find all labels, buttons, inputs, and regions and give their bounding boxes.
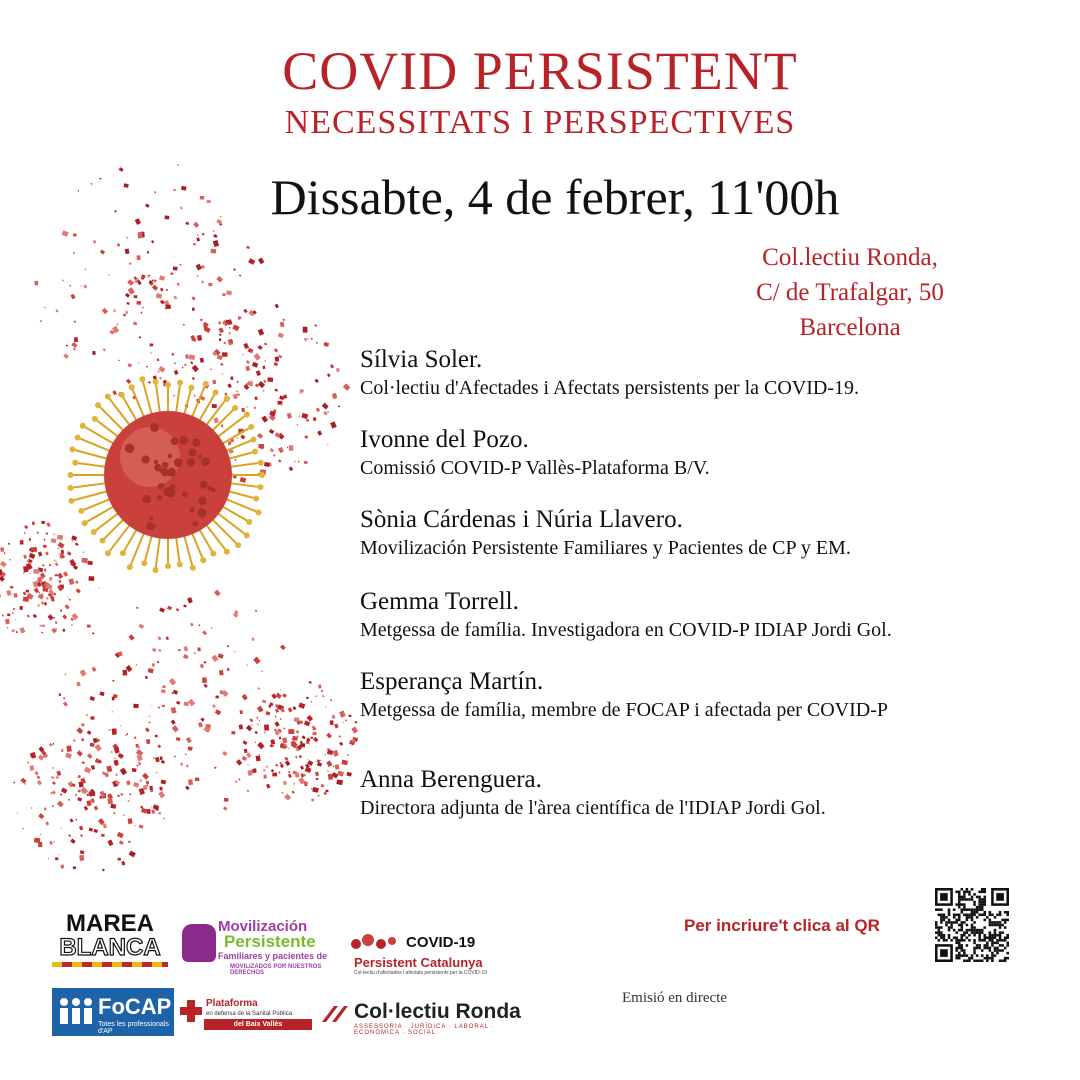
logo-text: COVID-19 [406, 934, 476, 951]
flag-stripe [52, 962, 168, 967]
logo-text: Persistente [224, 932, 316, 951]
speaker-item [360, 587, 892, 643]
speaker-affiliation: Comissió COVID-P Vallès-Plataforma B/V. [360, 457, 710, 479]
logo-text: Familiares y pacientes de [218, 951, 328, 961]
logo-text: del Baix Vallès [204, 1019, 312, 1030]
logo-text: en defensa de la Sanitat Pública [206, 1011, 293, 1017]
speaker-affiliation: Directora adjunta de l'àrea científica de l'IDIAP Jordi Gol. [360, 797, 826, 819]
event-title: COVID PERSISTENT [282, 41, 798, 101]
focap-logo [52, 988, 174, 1036]
marea-blanca-logo [52, 912, 168, 968]
covid-persistent-catalunya-logo [348, 930, 508, 980]
venue-address [700, 240, 1000, 345]
qr-code-icon[interactable] [935, 888, 1009, 962]
logo-text: Movilización [218, 918, 308, 935]
event-date: Dissabte, 4 de febrer, 11'00h [270, 169, 840, 225]
venue-line: C/ de Trafalgar, 50 [756, 279, 944, 306]
logo-text: Persistent Catalunya [354, 955, 483, 970]
speaker-name: Ivonne del Pozo. [360, 426, 529, 453]
venue-line: Col.lectiu Ronda, [762, 244, 938, 271]
fist-icon [182, 924, 216, 962]
registration-link[interactable]: Per incriure't clica al QR [684, 916, 880, 935]
speaker-item [360, 425, 710, 481]
movilizacion-persistente-logo [182, 918, 332, 974]
venue-line: Barcelona [799, 314, 901, 341]
logo-text: Totes les professionals d'AP [98, 1021, 169, 1035]
logo-text: MOVILIZADOS POR NUESTROS DERECHOS [230, 964, 322, 976]
people-icon [58, 996, 94, 1026]
speaker-name: Anna Berenguera. [360, 766, 542, 793]
speaker-affiliation: Movilización Persistente Familiares y Pacientes de CP y EM. [360, 537, 851, 559]
logo-text: Plataforma [206, 998, 258, 1009]
speaker-affiliation: Metgessa de família. Investigadora en COVID-P IDIAP Jordi Gol. [360, 619, 892, 641]
speaker-affiliation: Col·lectiu d'Afectades i Afectats persistents per la COVID-19. [360, 377, 860, 399]
speaker-item [360, 765, 826, 821]
speaker-name: Gemma Torrell. [360, 588, 519, 615]
speaker-item [360, 345, 859, 401]
speaker-item [360, 667, 888, 723]
logo-text: Col·lectiu Ronda [354, 1000, 521, 1023]
logo-text: BLANCA [59, 934, 161, 961]
speaker-item [360, 505, 851, 561]
speaker-name: Sílvia Soler. [360, 346, 483, 373]
speaker-name: Sònia Cárdenas i Núria Llavero. [360, 506, 683, 533]
speaker-affiliation: Metgessa de família, membre de FOCAP i afectada per COVID-P [360, 699, 888, 721]
logo-text: MAREA [66, 910, 154, 937]
logo-text: Col·lectiu d'afectades i afectats persistents per la COVID-19 [354, 970, 487, 976]
medical-cross-icon [180, 1000, 202, 1022]
event-subtitle: NECESSITATS I PERSPECTIVES [284, 104, 796, 141]
plataforma-sanitat-logo [180, 996, 314, 1032]
collectiu-ronda-logo [320, 1000, 532, 1036]
logo-text: ASSESSORIA · JURÍDICA · LABORAL · ECONÒMICA · SOCIAL [354, 1024, 495, 1036]
virus-illustration [0, 140, 360, 900]
ronda-mark-icon [320, 1004, 350, 1024]
speaker-name: Esperança Martín. [360, 668, 544, 695]
logo-text: FoCAP [98, 994, 172, 1019]
broadcast-note: Emisió en directe [622, 990, 727, 1006]
